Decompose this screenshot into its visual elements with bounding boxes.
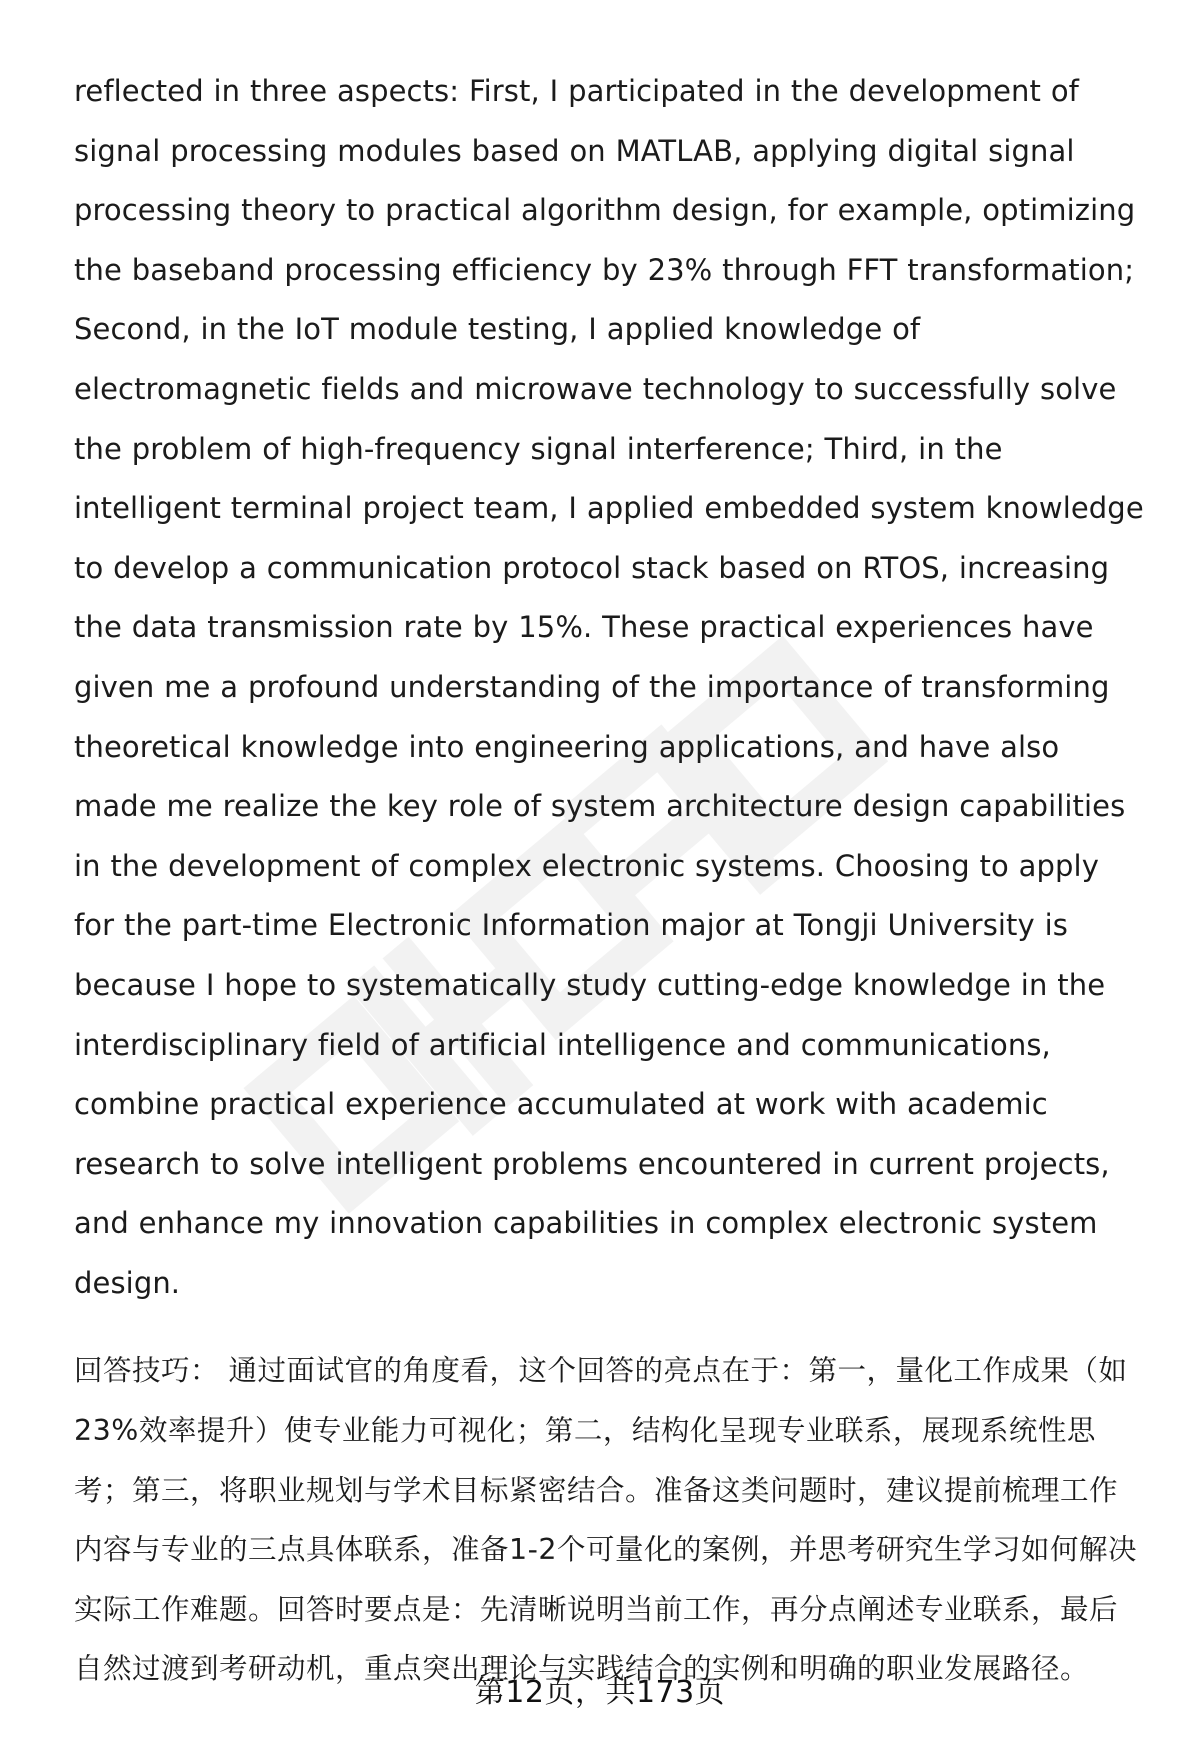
- body-paragraph: reflected in three aspects: First, I participated in the development of signal processing modules based on MATLAB, applying digital signal processing theory to practical algorithm design, for example, optimizing the baseband processing efficiency by 23% through FFT transformation; Second, in the IoT module testing, I applied knowledge of electromagnetic fields and microwave technology to successfully solve the problem of high-frequency signal interference; Third, in the intelligent terminal project team, I applied embedded system knowledge to develop a communication protocol stack based on RTOS, increasing the data transmission rate by 15%. These practical experiences have given me a profound understanding of the importance of transforming theoretical knowledge into engineering applications, and have also made me realize the key role of system architecture design capabilities in the development of complex electronic systems. Choosing to apply for the part-time Electronic Information major at Tongji University is because I hope to systematically study cutting-edge knowledge in the interdisciplinary field of artificial intelligence and communications, combine practical experience accumulated at work with academic research to solve intelligent problems encountered in current projects, and enhance my innovation capabilities in complex electronic system design.: [74, 74, 1144, 1300]
- tip-paragraph: 回答技巧： 通过面试官的角度看，这个回答的亮点在于：第一，量化工作成果（如23%效率提升）使专业能力可视化；第二，结构化呈现专业联系，展现系统性思考；第三，将职业规划与学术目标紧密结合。准备这类问题时，建议提前梳理工作内容与专业的三点具体联系，准备1-2个可量化的案例，并思考研究生学习如何解决实际工作难题。回答时要点是：先清晰说明当前工作，再分点阐述专业联系，最后自然过渡到考研动机，重点突出理论与实践结合的实例和明确的职业发展路径。: [74, 1354, 1138, 1686]
- page-number: 第12页，共173页: [474, 1675, 726, 1710]
- content-area: [74, 62, 1144, 1699]
